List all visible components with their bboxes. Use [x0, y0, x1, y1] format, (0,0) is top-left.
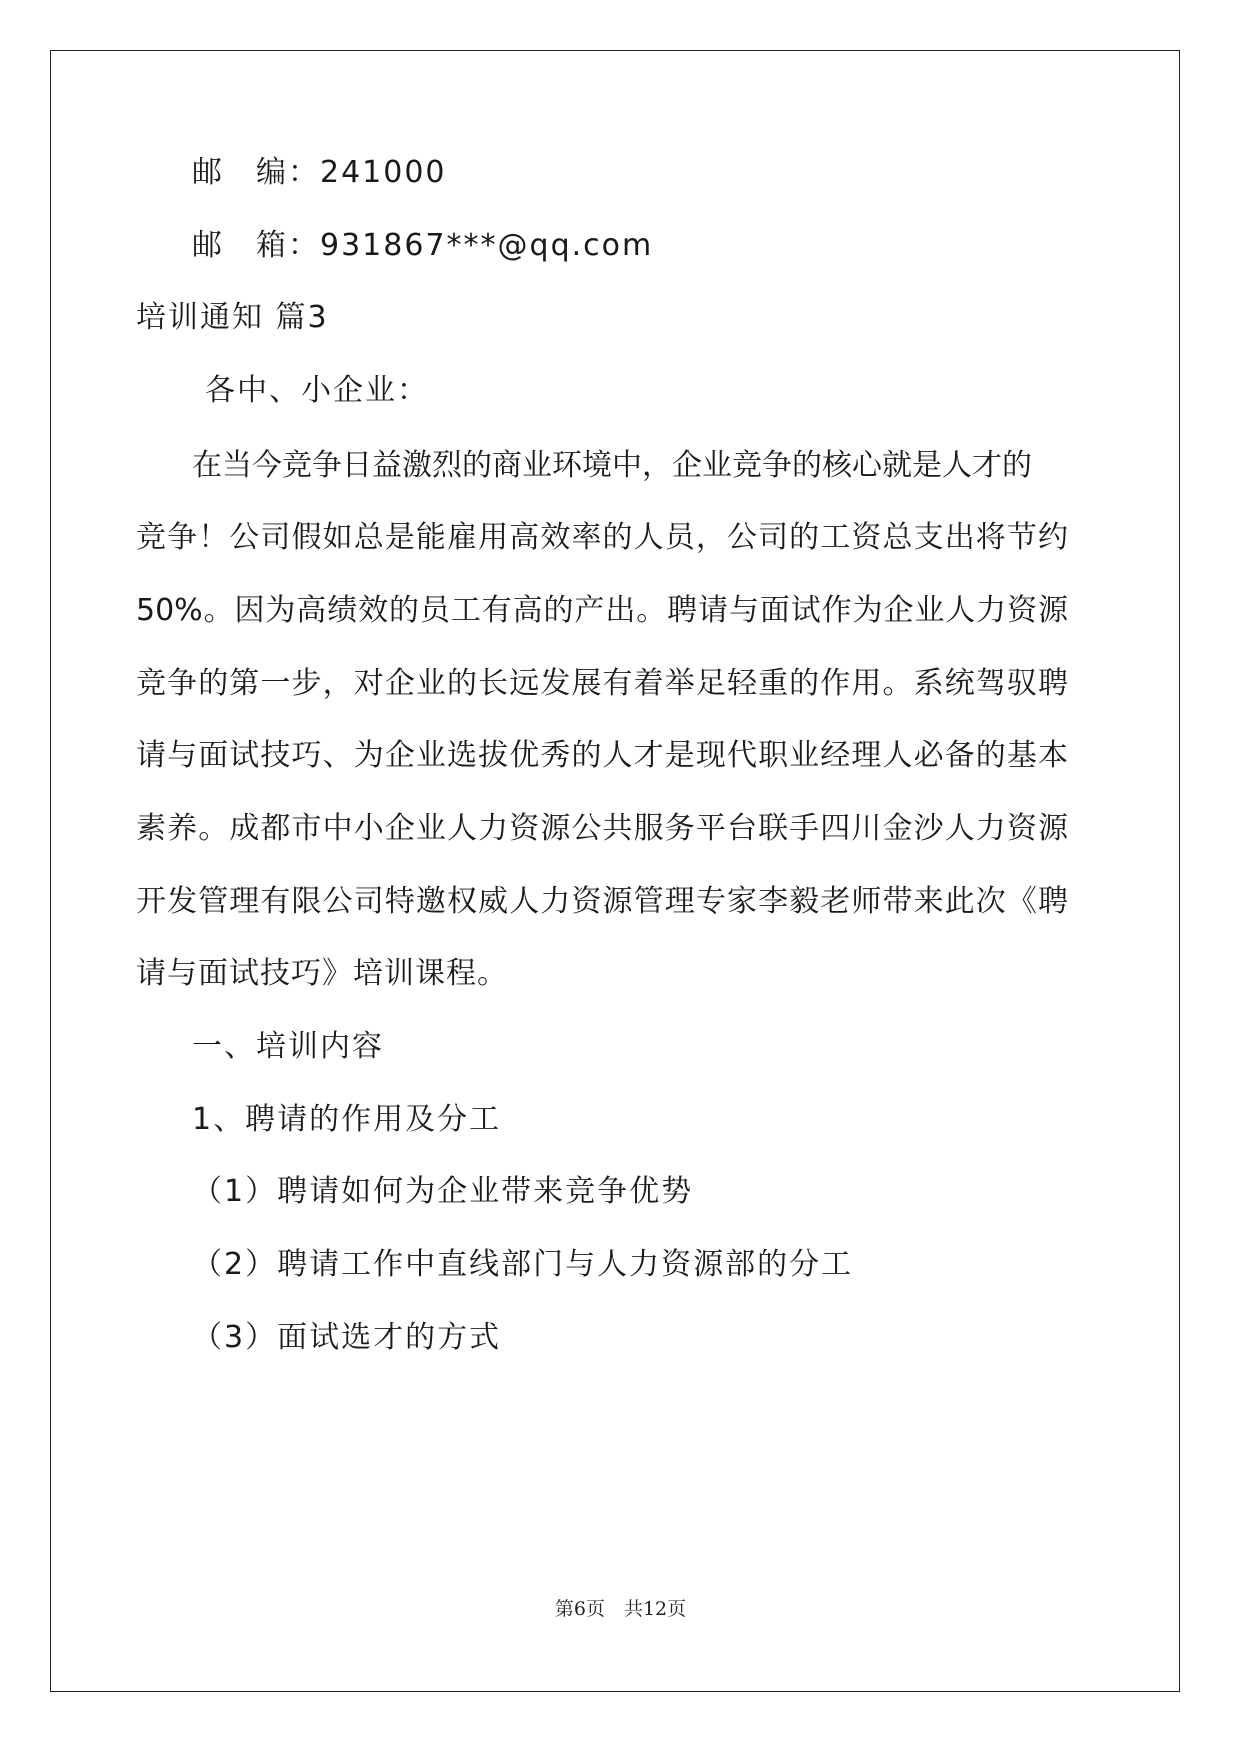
- salutation: 各中、小企业：: [205, 373, 429, 408]
- list-item: 1、聘请的作用及分工: [192, 1102, 502, 1137]
- sub-list-item: （1）聘请如何为企业带来竞争优势: [192, 1174, 694, 1209]
- postcode-line: 邮 编：241000: [192, 155, 447, 190]
- page-footer: 第6页 共12页: [554, 1598, 687, 1620]
- sub-list-item: （3）面试选才的方式: [192, 1320, 502, 1355]
- paragraph-line: 竞争！公司假如总是能雇用高效率的人员，公司的工资总支出将节约: [136, 520, 1068, 555]
- email-line: 邮 箱：931867***@qq.com: [192, 228, 654, 263]
- paragraph-line: 请与面试技巧、为企业选拔优秀的人才是现代职业经理人必备的基本: [136, 738, 1068, 773]
- page-border: [50, 50, 1180, 1692]
- heading-training-content: 一、培训内容: [192, 1029, 384, 1064]
- section-title: 培训通知 篇3: [136, 300, 329, 335]
- paragraph-line: 素养。成都市中小企业人力资源公共服务平台联手四川金沙人力资源: [136, 811, 1068, 846]
- paragraph-line: 开发管理有限公司特邀权威人力资源管理专家李毅老师带来此次《聘: [136, 884, 1068, 919]
- paragraph-line: 在当今竞争日益激烈的商业环境中，企业竞争的核心就是人才的: [192, 448, 1032, 483]
- paragraph-line: 竞争的第一步，对企业的长远发展有着举足轻重的作用。系统驾驭聘: [136, 666, 1068, 701]
- paragraph-line: 请与面试技巧》培训课程。: [136, 956, 508, 991]
- sub-list-item: （2）聘请工作中直线部门与人力资源部的分工: [192, 1247, 854, 1282]
- paragraph-line: 50%。因为高绩效的员工有高的产出。聘请与面试作为企业人力资源: [136, 593, 1068, 628]
